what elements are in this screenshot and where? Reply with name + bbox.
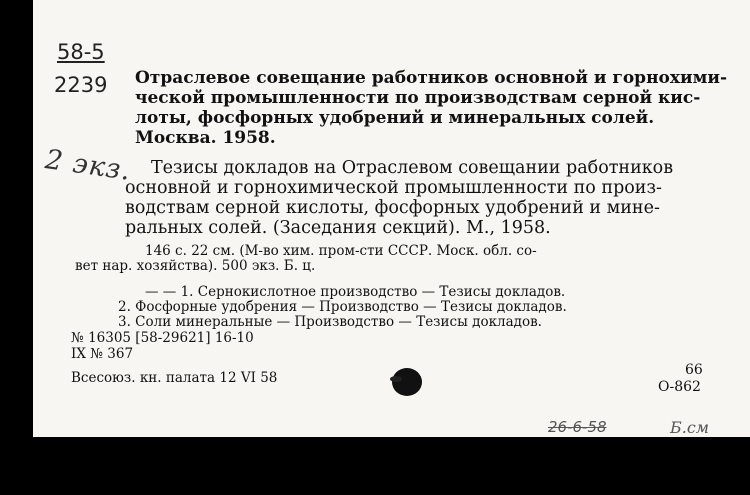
description-line: Тезисы докладов на Отраслевом совещании работников [151, 158, 674, 178]
catalog-card [33, 0, 750, 437]
description-line: водствам серной кислоты, фосфорных удобрений и мине- [125, 198, 660, 218]
title-line: Отраслевое совещание работников основной и горнохими- [135, 68, 728, 88]
inventory-number: IX № 367 [71, 346, 134, 362]
title-line: ческой промышленности по производствам серной кис- [135, 88, 701, 108]
card-title [135, 68, 728, 148]
call-number-bottom: 2239 [54, 73, 108, 97]
call-number-top: 58-5 [57, 40, 105, 64]
publication-details: 146 с. 22 см. (М-во хим. пром-сти СССР. Моск. обл. со- [145, 243, 537, 259]
card-description [125, 158, 725, 238]
book-chamber-stamp: Всесоюз. кн. палата 12 VI 58 [71, 370, 278, 386]
ink-blot [388, 363, 424, 399]
description-line: основной и горнохимической промышленности по произ- [125, 178, 662, 198]
description-line: ральных солей. (Заседания секций). М., 1958. [125, 218, 551, 238]
subject-heading: 3. Соли минеральные — Производство — Тезисы докладов. [118, 314, 542, 330]
margin-note: 2 экз. [43, 144, 134, 187]
scan-border-left [0, 0, 33, 495]
record-number: № 16305 [58-29621] 16-10 [71, 330, 254, 346]
handwritten-date: 26-6-58 [548, 418, 607, 436]
subject-heading: 2. Фосфорные удобрения — Производство — Тезисы докладов. [118, 299, 567, 315]
scan-border-bottom [0, 437, 750, 495]
handwritten-initials: Б.см [670, 418, 710, 437]
publication-details-cont: вет нар. хозяйства). 500 экз. Б. ц. [75, 258, 316, 274]
title-line: лоты, фосфорных удобрений и минеральных солей. [135, 108, 655, 128]
title-line: Москва. 1958. [135, 128, 276, 148]
author-code: О-862 [658, 379, 701, 395]
subject-heading: — — 1. Сернокислотное производство — Тезисы докладов. [145, 284, 566, 300]
classification-code: 66 [685, 362, 703, 378]
